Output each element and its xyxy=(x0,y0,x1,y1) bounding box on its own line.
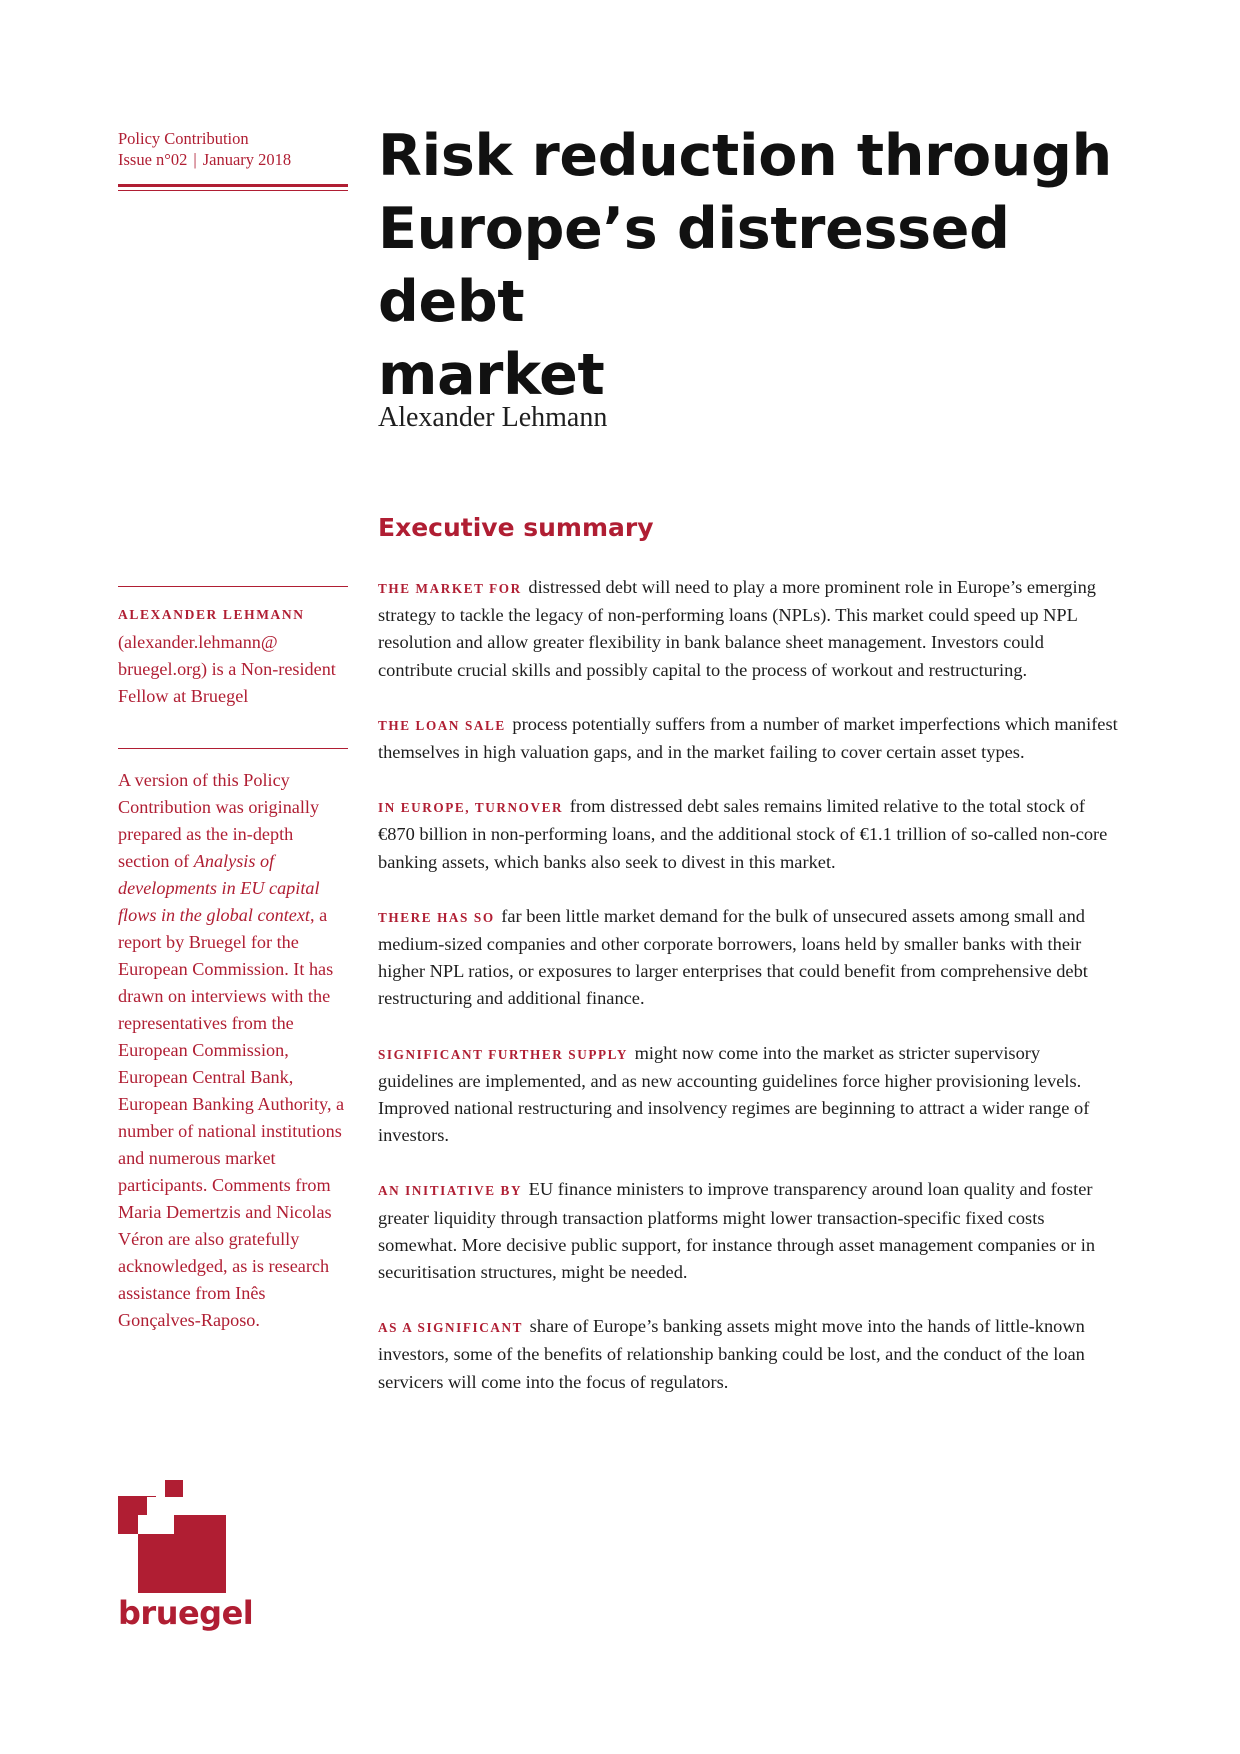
author-bio xyxy=(118,586,348,710)
bruegel-logo-mark xyxy=(118,1480,248,1595)
issue-separator: | xyxy=(193,150,197,169)
version-note-after: , a report by Bruegel for the European Commission. It has drawn on interviews with the representatives from the European Commission, European Central Bank, European Banking Authority, a number of national institutions and numerous market participants. Comments from Maria Demertzis and Nicolas Véron are also gratefully acknowledged, as is research assistance from Inês Gonçalves-Raposo. xyxy=(118,905,345,1330)
paragraph-text: process potentially suffers from a number of market imperfections which manifest themselves in high valuation gaps, and in the market failing to cover certain asset types. xyxy=(378,713,1118,763)
author-bio-description: (alexander.lehmann@ bruegel.org) is a Non-resident Fellow at Bruegel xyxy=(118,632,336,706)
logo-wordmark: bruegel xyxy=(118,1594,254,1632)
paragraph-lead: THE LOAN SALE xyxy=(378,717,506,733)
issue-number: Issue n°02 xyxy=(118,150,188,169)
version-note-before: A version of this Policy Contribution was originally prepared as the in-depth section of xyxy=(118,770,320,871)
version-note-text xyxy=(118,767,348,1334)
summary-paragraph xyxy=(378,711,1120,766)
author-bio-name: ALEXANDER LEHMANN xyxy=(118,607,305,622)
paragraph-lead: IN EUROPE, TURNOVER xyxy=(378,800,564,816)
author-byline: Alexander Lehmann xyxy=(378,402,608,433)
paragraph-lead: AS A SIGNIFICANT xyxy=(378,1320,524,1336)
bruegel-logo xyxy=(118,1480,254,1640)
title-line: market xyxy=(378,342,605,408)
executive-summary-heading: Executive summary xyxy=(378,513,654,542)
paragraph-text: EU finance ministers to improve transparency around loan quality and foster greater liquidity through transaction platforms might lower transaction-specific fixed costs somewhat. More decisive public support, for instance through asset management companies or in securitisation structures, might be needed. xyxy=(378,1179,1096,1283)
series-label: Policy Contribution xyxy=(118,129,249,148)
summary-paragraph xyxy=(378,903,1120,1013)
summary-paragraph xyxy=(378,1040,1120,1150)
title-line: Risk reduction through xyxy=(378,123,1112,189)
paragraph-text: might now come into the market as stricter supervisory guidelines are implemented, and as new accounting guidelines force higher provisioning levels. Improved national restructuring and insolvency regimes are beginning to attract a wider range of investors. xyxy=(378,1042,1090,1146)
paragraph-text: from distressed debt sales remains limited relative to the total stock of €870 billion in non-performing loans, and the additional stock of €1.1 trillion of so-called non-core banking assets, which banks also seek to divest in this market. xyxy=(378,796,1108,872)
publication-header xyxy=(118,128,348,191)
summary-paragraph xyxy=(378,1176,1120,1286)
header-rule xyxy=(118,184,348,191)
paragraph-text: far been little market demand for the bulk of unsecured assets among small and medium-sized companies and other corporate borrowers, loans held by smaller banks with their higher NPL ratios, or exposures to larger enterprises that could benefit from comprehensive debt restructuring and additional finance. xyxy=(378,905,1088,1009)
report-title: Analysis of developments in EU capital flows in the global context xyxy=(118,851,320,925)
paragraph-lead: AN INITIATIVE BY xyxy=(378,1183,523,1199)
paragraph-lead: THERE HAS SO xyxy=(378,909,495,925)
paragraph-lead: THE MARKET FOR xyxy=(378,581,522,596)
issue-date: January 2018 xyxy=(202,150,292,169)
paragraph-text: share of Europe’s banking assets might move into the hands of little-known investors, some of the benefits of relationship banking could be lost, and the conduct of the loan servicers will come into the focus of regulators. xyxy=(378,1316,1085,1392)
paragraph-lead: SIGNIFICANT FURTHER SUPPLY xyxy=(378,1046,628,1062)
summary-paragraph xyxy=(378,574,1120,684)
title-line: Europe’s distressed debt xyxy=(378,196,1010,335)
version-rule xyxy=(118,748,348,749)
bio-rule xyxy=(118,586,348,587)
version-note xyxy=(118,748,348,1334)
issue-line xyxy=(118,149,348,170)
document-title xyxy=(378,120,1118,412)
paragraph-text: distressed debt will need to play a more prominent role in Europe’s emerging strategy to tackle the legacy of non-performing loans (NPLs). This market could speed up NPL resolution and allow greater flexibility in bank balance sheet management. Investors could contribute crucial skills and possibly capital to the process of workout and restructuring. xyxy=(378,577,1096,680)
summary-paragraph xyxy=(378,793,1120,876)
summary-paragraph xyxy=(378,1313,1120,1396)
executive-summary-body xyxy=(378,574,1120,1423)
